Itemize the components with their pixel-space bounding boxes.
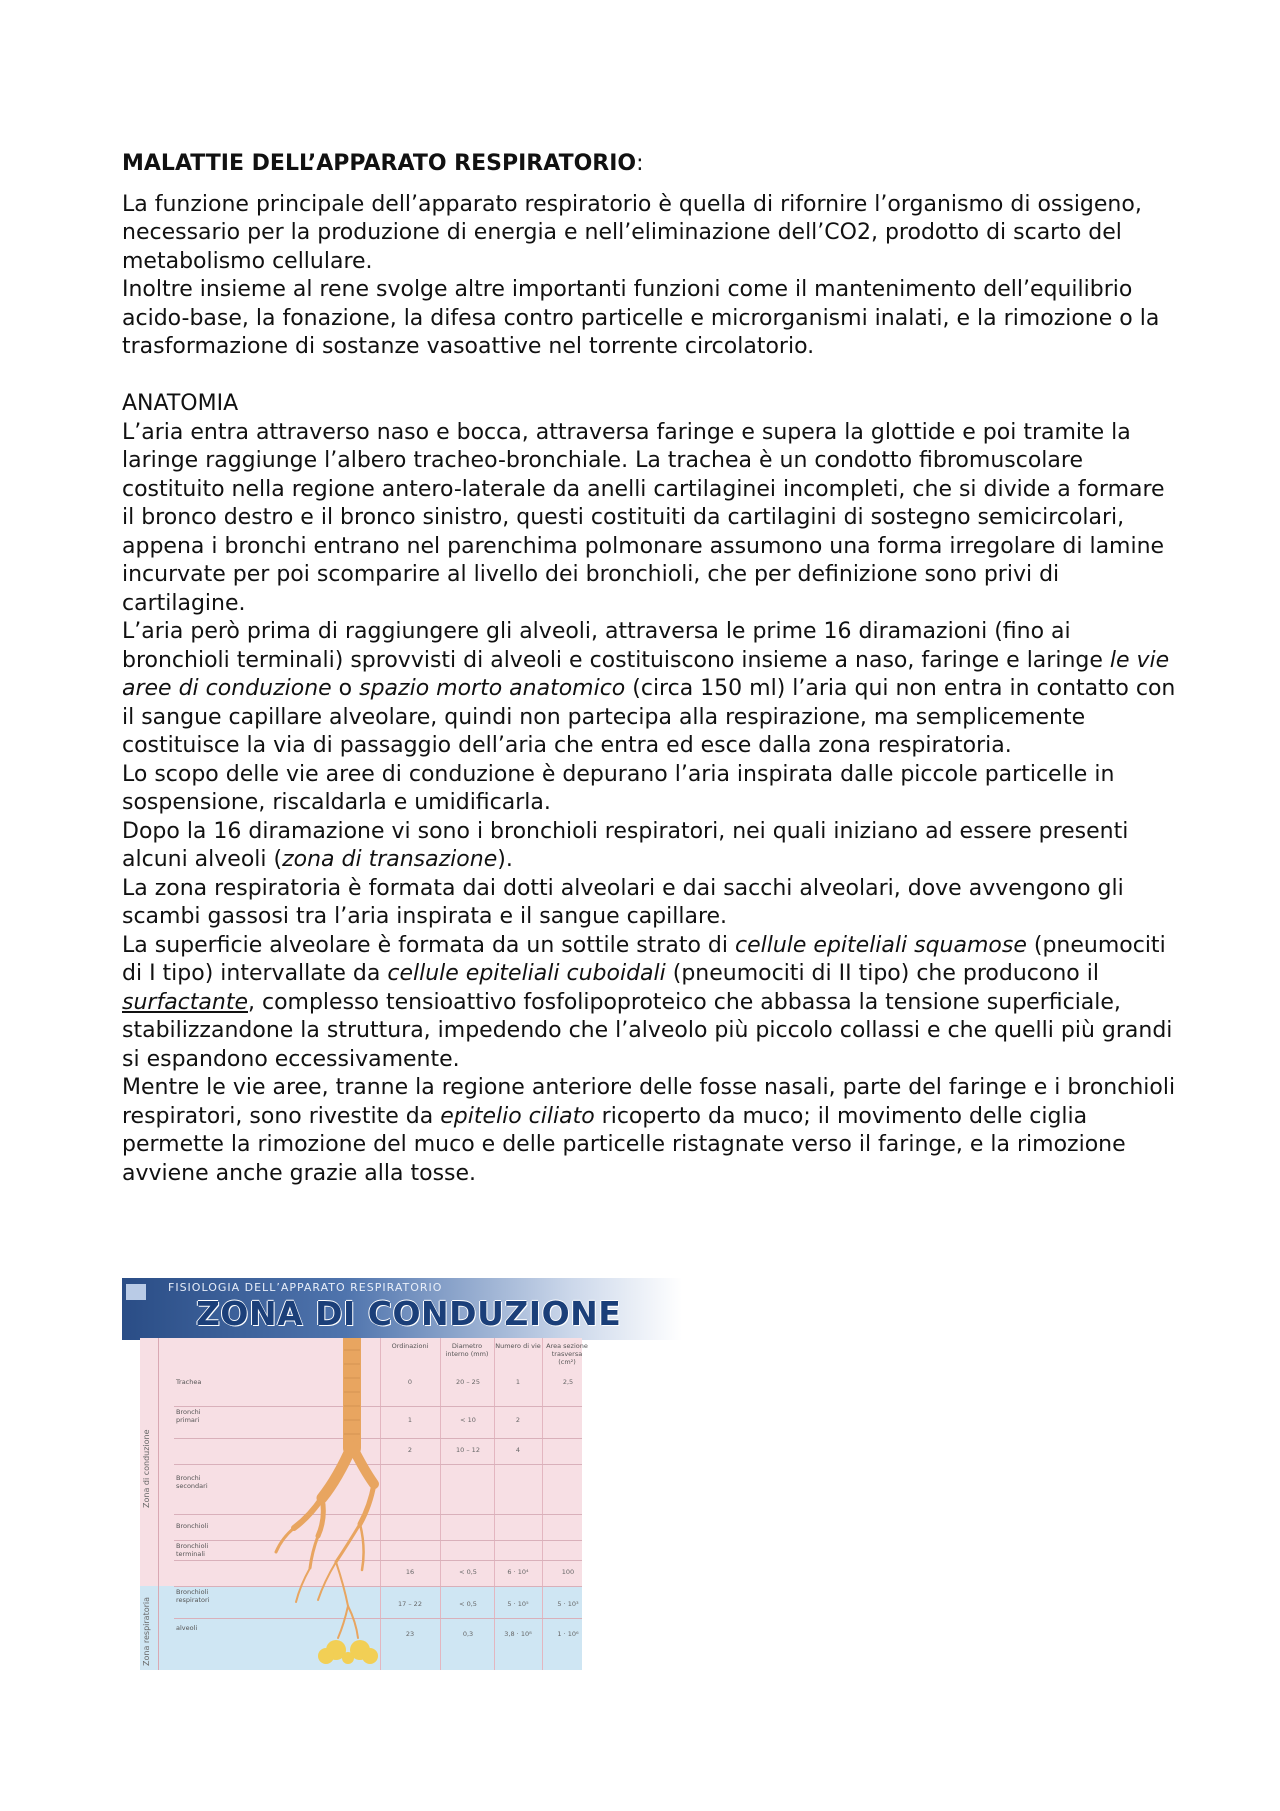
column-divider	[494, 1338, 495, 1670]
anatomy-paragraph-4	[122, 818, 1182, 875]
emphasis-term: zona di transazione	[282, 847, 498, 872]
emphasis-term: cellule epiteliali squamose	[734, 932, 1027, 958]
column-header: Numero di vie	[495, 1342, 541, 1350]
table-cell: 6 · 10⁴	[507, 1568, 529, 1576]
figure-subtitle: FISIOLOGIA DELL’APPARATO RESPIRATORIO	[168, 1281, 443, 1294]
anatomy-paragraph-5: La zona respiratoria è formata dai dotti alveolari e dai sacchi alveolari, dove avvengono gli scambi gassosi tra l’aria inspirata e il sangue capillare.	[122, 875, 1124, 929]
logo-mark-icon	[126, 1284, 146, 1300]
table-cell: 16	[405, 1568, 415, 1576]
emphasis-term: epitelio ciliato	[440, 1103, 595, 1129]
figure-header	[122, 1278, 682, 1340]
anatomy-paragraph-7	[122, 1074, 1182, 1188]
anatomy-paragraph-6	[122, 932, 1182, 1075]
side-label-respiratory: Zona respiratoria	[142, 1596, 151, 1666]
text-span: Dopo la 16 diramazione vi sono i bronchioli respiratori, nei quali iniziano ad essere presenti alcuni alveoli (	[122, 818, 1129, 872]
row-label: Bronchioli	[176, 1522, 209, 1530]
table-cell: 3,8 · 10⁸	[504, 1630, 532, 1638]
section-heading: ANATOMIA	[122, 391, 239, 416]
table-cell: < 10	[460, 1416, 476, 1424]
column-header: Area sezione trasversa (cm²)	[546, 1342, 588, 1366]
text-span: (pneumociti di II tipo) che producono il	[665, 961, 1099, 986]
row-label: Bronchioli terminali	[176, 1542, 209, 1558]
table-cell: 1	[515, 1378, 521, 1386]
anatomy-paragraph-1: L’aria entra attraverso naso e bocca, attraversa faringe e supera la glottide e poi tramite la laringe raggiunge l’albero tracheo-bronchiale. La trachea è un condotto fibromuscolare costituito nella regione antero-laterale da anelli cartilaginei incompleti, che si divide a formare il bronco destro e il bronco sinistro, questi costituiti da cartilagini di sostegno semicircolari, appena i bronchi entrano nel parenchima polmonare assumono una forma irregolare di lamine incurvate per poi scomparire al livello dei bronchioli, che per definizione sono privi di cartilagine.	[122, 419, 1165, 616]
table-cell: 1 · 10⁶	[557, 1630, 579, 1638]
figure-title: ZONA DI CONDUZIONE	[196, 1294, 622, 1333]
text-span: ).	[497, 847, 513, 872]
column-header: Diametro interno (mm)	[445, 1342, 489, 1358]
text-span: o	[331, 676, 360, 701]
side-label-conduction: Zona di conduzione	[142, 1429, 151, 1508]
text-span: L’aria però prima di raggiungere gli alveoli, attraversa le prime 16 diramazioni (fino ai bronchioli terminali) sprovvisti di alveoli e costituiscono insieme a naso, faringe e laringe	[122, 619, 1110, 673]
table-cell: 2,5	[562, 1378, 574, 1386]
table-cell: < 0,5	[459, 1568, 477, 1576]
text-span: ricoperto da muco; il movimento delle ciglia permette la rimozione del muco e delle particelle ristagnate verso il faringe, e la rimozione avviene anche grazie alla tosse.	[122, 1103, 1126, 1186]
bronchial-tree-illustration	[252, 1338, 382, 1670]
anatomy-paragraph-3: Lo scopo delle vie aree di conduzione è depurano l’aria inspirata dalle piccole particelle in sospensione, riscaldarla e umidificarla.	[122, 761, 1115, 815]
row-label: Bronchi primari	[176, 1408, 201, 1424]
intro-paragraph-2: Inoltre insieme al rene svolge altre importanti funzioni come il mantenimento dell’equilibrio acido-base, la fonazione, la difesa contro particelle e microrganismi inalati, e la rimozione o la trasformazione di sostanze vasoattive nel torrente circolatorio.	[122, 277, 1160, 359]
table-cell: 23	[405, 1630, 415, 1638]
anatomy-paragraph-2	[122, 618, 1182, 761]
column-divider	[440, 1338, 441, 1670]
table-cell: 5 · 10⁵	[507, 1600, 529, 1608]
table-cell: 2	[407, 1446, 413, 1454]
table-cell: 1	[407, 1416, 413, 1424]
emphasis-term: le vie aree di conduzione	[122, 647, 1170, 701]
table-cell: 17 – 22	[398, 1600, 422, 1608]
table-cell: 0	[407, 1378, 413, 1386]
table-cell: < 0,5	[459, 1600, 477, 1608]
table-cell: 4	[515, 1446, 521, 1454]
text-span: Mentre le vie aree, tranne la regione anteriore delle fosse nasali, parte del faringe e i bronchioli respiratori, sono rivestite da	[122, 1075, 1176, 1129]
table-cell: 2	[515, 1416, 521, 1424]
column-header: Ordinazioni	[391, 1342, 429, 1350]
document-page	[122, 150, 1182, 1188]
title-text: MALATTIE DELL’APPARATO RESPIRATORIO	[122, 151, 637, 176]
table-cell: 20 – 25	[456, 1378, 480, 1386]
row-label: Bronchi secondari	[176, 1474, 208, 1490]
column-divider	[542, 1338, 543, 1670]
table-cell: 0,3	[462, 1630, 474, 1638]
row-label: Trachea	[176, 1378, 202, 1386]
table-cell: 5 · 10³	[557, 1600, 579, 1608]
table-cell: 10 – 12	[456, 1446, 480, 1454]
row-label: alveoli	[176, 1624, 198, 1632]
text-span: La superficie alveolare è formata da un sottile strato di	[122, 932, 735, 958]
underlined-term: surfactante	[122, 989, 248, 1015]
emphasis-term: spazio morto anatomico	[359, 676, 626, 701]
text-span: , complesso tensioattivo fosfolipoproteico che abbassa la tensione superficiale, stabilizzandone la struttura, impedendo che l’alveolo più piccolo collassi e che quelli più grandi si espandono eccessivamente.	[122, 989, 1173, 1072]
text-span: (pneumociti di I tipo) intervallate da	[122, 932, 1166, 986]
intro-paragraph-1: La funzione principale dell’apparato respiratorio è quella di rifornire l’organismo di ossigeno, necessario per la produzione di energia e nell’eliminazione dell’CO2, prodotto di scarto del metabolismo cellulare.	[122, 191, 1142, 274]
table-cell: 100	[561, 1568, 575, 1576]
conduction-zone-figure	[122, 1278, 682, 1670]
document-title	[122, 150, 1182, 179]
emphasis-term: cellule epiteliali cuboidali	[387, 961, 666, 986]
text-span: (circa 150 ml) l’aria qui non entra in contatto con il sangue capillare alveolare, quindi non partecipa alla respirazione, ma semplicemente costituisce la via di passaggio dell’aria che entra ed esce dalla zona respiratoria.	[122, 676, 1176, 758]
title-colon: :	[636, 151, 644, 176]
row-label: Bronchioli respiratori	[176, 1588, 210, 1604]
